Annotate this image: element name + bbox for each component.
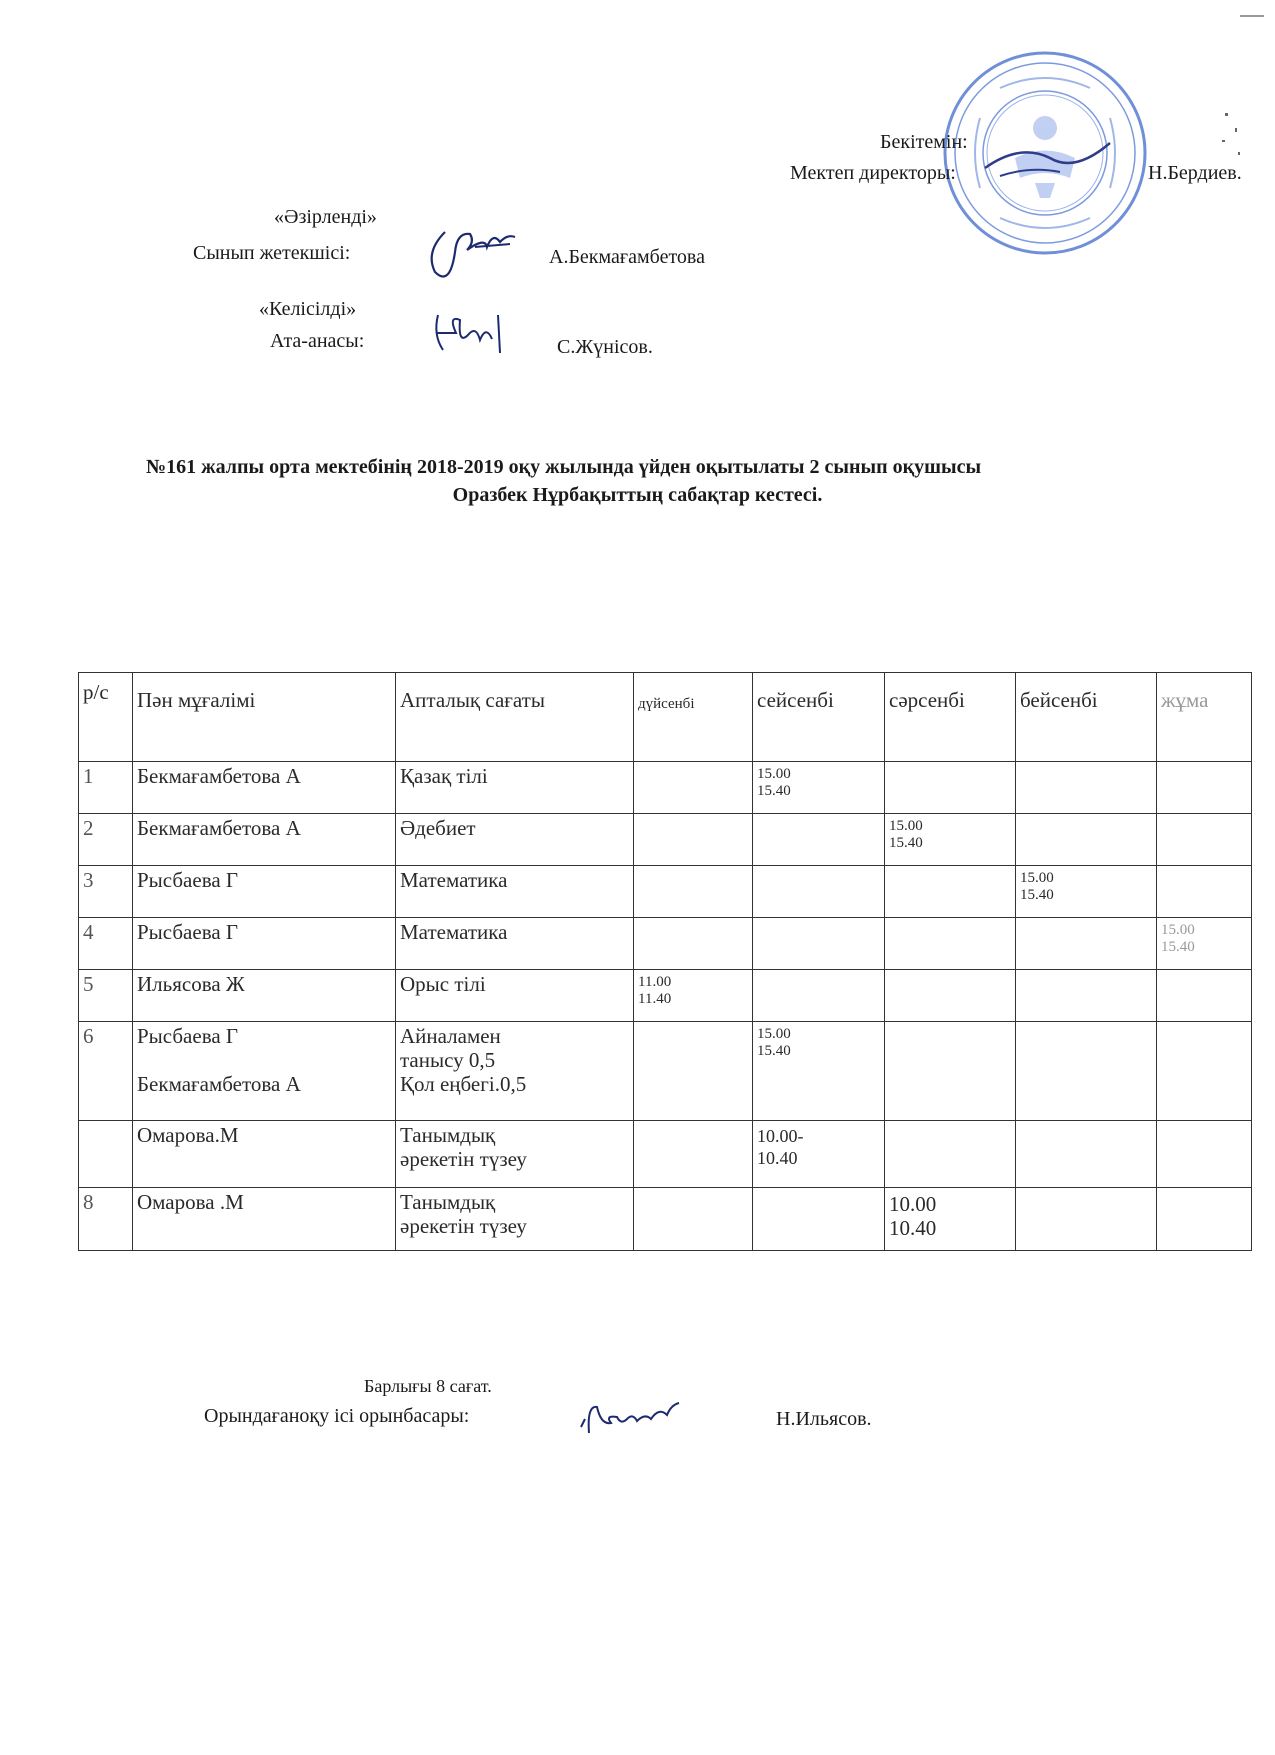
- scan-speck: [1240, 15, 1264, 17]
- row-friday: [1157, 970, 1252, 1022]
- header-num: р/с: [79, 673, 133, 762]
- director-name: Н.Бердиев.: [1148, 162, 1242, 184]
- class-teacher-name: А.Бекмағамбетова: [549, 246, 705, 268]
- row-num: 5: [79, 970, 133, 1022]
- table-row: [79, 918, 1252, 970]
- row-friday: [1157, 814, 1252, 866]
- document-title-line2: Оразбек Нұрбақыттың сабақтар кестесі.: [452, 484, 823, 506]
- row-teacher: Омарова.М: [133, 1121, 396, 1188]
- executor-signature: [575, 1395, 685, 1440]
- row-subject: Орыс тілі: [396, 970, 634, 1022]
- row-thursday: 15.00 15.40: [1016, 866, 1157, 918]
- row-num: 1: [79, 762, 133, 814]
- row-subject: Танымдық әрекетін түзеу: [396, 1188, 634, 1251]
- header-tuesday: сейсенбі: [753, 673, 885, 762]
- scan-speck: [1225, 113, 1228, 116]
- table-row: [79, 762, 1252, 814]
- row-thursday: [1016, 918, 1157, 970]
- row-teacher: Бекмағамбетова А: [133, 814, 396, 866]
- row-friday: [1157, 1188, 1252, 1251]
- header-thursday: бейсенбі: [1016, 673, 1157, 762]
- row-teacher: Рысбаева Г Бекмағамбетова А: [133, 1022, 396, 1121]
- row-friday: [1157, 1022, 1252, 1121]
- row-tuesday: [753, 814, 885, 866]
- row-monday: [634, 762, 753, 814]
- header-monday: дүйсенбі: [634, 673, 753, 762]
- row-subject: Математика: [396, 866, 634, 918]
- row-num: 2: [79, 814, 133, 866]
- row-friday: 15.00 15.40: [1157, 918, 1252, 970]
- row-num: 6: [79, 1022, 133, 1121]
- row-thursday: [1016, 1022, 1157, 1121]
- row-monday: [634, 866, 753, 918]
- row-thursday: [1016, 814, 1157, 866]
- header-wednesday: сәрсенбі: [885, 673, 1016, 762]
- scan-speck: [1222, 140, 1225, 142]
- row-tuesday: [753, 918, 885, 970]
- row-monday: [634, 1022, 753, 1121]
- row-tuesday: [753, 866, 885, 918]
- row-teacher: Рысбаева Г: [133, 918, 396, 970]
- row-tuesday: 15.00 15.40: [753, 762, 885, 814]
- approval-label: Бекітемін:: [880, 131, 968, 153]
- row-monday: [634, 1188, 753, 1251]
- row-num: 3: [79, 866, 133, 918]
- row-tuesday: [753, 1188, 885, 1251]
- row-friday: [1157, 762, 1252, 814]
- class-teacher-signature: [415, 212, 525, 287]
- row-monday: [634, 918, 753, 970]
- row-thursday: [1016, 762, 1157, 814]
- table-row: [79, 1022, 1252, 1121]
- row-teacher: Бекмағамбетова А: [133, 762, 396, 814]
- row-thursday: [1016, 1188, 1157, 1251]
- parent-signature: [428, 305, 528, 360]
- row-subject: Айналамен танысу 0,5 Қол еңбегі.0,5: [396, 1022, 634, 1121]
- agreed-label: «Келісілді»: [259, 298, 357, 320]
- row-thursday: [1016, 1121, 1157, 1188]
- scan-speck: [1238, 152, 1240, 155]
- row-thursday: [1016, 970, 1157, 1022]
- row-teacher: Рысбаева Г: [133, 866, 396, 918]
- document-title-line1: №161 жалпы орта мектебінің 2018-2019 оқу жылында үйден оқытылаты 2 сынып оқушысы: [146, 456, 982, 478]
- row-wednesday: [885, 866, 1016, 918]
- row-tuesday: 10.00- 10.40: [753, 1121, 885, 1188]
- row-subject: Математика: [396, 918, 634, 970]
- table-row: [79, 970, 1252, 1022]
- prepared-label: «Әзірленді»: [274, 206, 377, 228]
- row-wednesday: 10.00 10.40: [885, 1188, 1016, 1251]
- row-wednesday: [885, 762, 1016, 814]
- row-wednesday: [885, 1121, 1016, 1188]
- row-subject: Қазақ тілі: [396, 762, 634, 814]
- row-tuesday: 15.00 15.40: [753, 1022, 885, 1121]
- row-teacher: Ильясова Ж: [133, 970, 396, 1022]
- scan-speck: [1235, 128, 1237, 132]
- table-header-row: [79, 673, 1252, 762]
- parent-name: С.Жүнісов.: [557, 336, 653, 358]
- header-subject: Апталық сағаты: [396, 673, 634, 762]
- header-friday: жұма: [1157, 673, 1252, 762]
- row-num: [79, 1121, 133, 1188]
- parent-role: Ата-анасы:: [270, 330, 365, 352]
- executor-role: Орындағаноқу ісі орынбасары:: [204, 1405, 470, 1427]
- total-hours: Барлығы 8 сағат.: [364, 1376, 492, 1396]
- table-row: [79, 1188, 1252, 1251]
- executor-name: Н.Ильясов.: [776, 1408, 872, 1430]
- row-subject: Танымдық әрекетін түзеу: [396, 1121, 634, 1188]
- row-monday: 11.00 11.40: [634, 970, 753, 1022]
- row-tuesday: [753, 970, 885, 1022]
- row-wednesday: [885, 918, 1016, 970]
- table-row: [79, 866, 1252, 918]
- header-teacher: Пән мұғалімі: [133, 673, 396, 762]
- row-num: 8: [79, 1188, 133, 1251]
- row-teacher: Омарова .М: [133, 1188, 396, 1251]
- director-role: Мектеп директоры:: [790, 162, 956, 184]
- row-friday: [1157, 866, 1252, 918]
- row-wednesday: [885, 1022, 1016, 1121]
- class-teacher-role: Сынып жетекшісі:: [193, 242, 351, 264]
- row-num: 4: [79, 918, 133, 970]
- row-wednesday: [885, 970, 1016, 1022]
- official-seal-stamp: [940, 48, 1150, 258]
- row-monday: [634, 1121, 753, 1188]
- table-row: [79, 1121, 1252, 1188]
- schedule-table: [78, 672, 1252, 1251]
- row-friday: [1157, 1121, 1252, 1188]
- row-wednesday: 15.00 15.40: [885, 814, 1016, 866]
- table-row: [79, 814, 1252, 866]
- row-subject: Әдебиет: [396, 814, 634, 866]
- row-monday: [634, 814, 753, 866]
